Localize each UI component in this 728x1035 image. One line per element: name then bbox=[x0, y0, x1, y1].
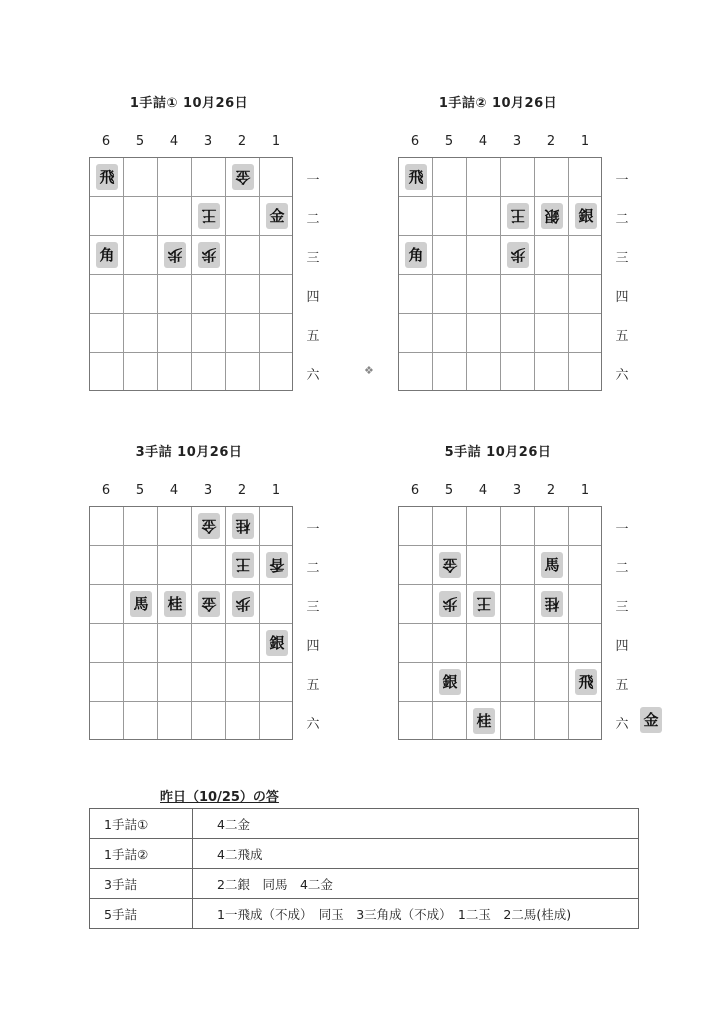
piece-kanji: 金 bbox=[643, 711, 659, 729]
shogi-piece bbox=[505, 202, 531, 230]
file-label: 2 bbox=[237, 134, 247, 149]
rank-label: 五 bbox=[615, 329, 629, 344]
answers-title: 昨日（10/25）の答 bbox=[160, 790, 279, 805]
file-label: 3 bbox=[203, 483, 213, 498]
file-label: 6 bbox=[410, 134, 420, 149]
file-label: 4 bbox=[478, 483, 488, 498]
piece-kanji: 飛 bbox=[408, 168, 424, 186]
piece-kanji: 歩 bbox=[510, 246, 526, 264]
rank-label: 三 bbox=[306, 600, 320, 615]
file-label: 1 bbox=[580, 483, 590, 498]
rank-label: 四 bbox=[306, 290, 320, 305]
answer-row bbox=[90, 899, 639, 929]
shogi-board bbox=[89, 506, 293, 740]
rank-label: 五 bbox=[306, 678, 320, 693]
puzzle-title: 1手詰① 10月26日 bbox=[129, 96, 249, 111]
answer-moves: 4二金 bbox=[193, 809, 639, 839]
rank-label: 五 bbox=[615, 678, 629, 693]
shogi-piece bbox=[264, 551, 290, 579]
shogi-piece bbox=[471, 707, 497, 735]
rank-label: 二 bbox=[306, 212, 320, 227]
piece-kanji: 王 bbox=[510, 207, 526, 225]
shogi-piece bbox=[264, 202, 290, 230]
scan-mark: ❖ bbox=[364, 364, 374, 377]
grid-line bbox=[399, 662, 601, 663]
piece-kanji: 角 bbox=[408, 246, 424, 264]
puzzle-2 bbox=[398, 92, 678, 402]
file-label: 1 bbox=[271, 134, 281, 149]
piece-kanji: 歩 bbox=[167, 246, 183, 264]
shogi-board bbox=[89, 157, 293, 391]
file-label: 6 bbox=[101, 483, 111, 498]
answer-label: 5手詰 bbox=[90, 899, 193, 929]
shogi-piece bbox=[196, 590, 222, 618]
piece-kanji: 桂 bbox=[544, 595, 560, 613]
grid-line bbox=[259, 158, 260, 390]
shogi-piece bbox=[505, 241, 531, 269]
grid-line bbox=[399, 701, 601, 702]
piece-kanji: 角 bbox=[99, 246, 115, 264]
grid-line bbox=[259, 507, 260, 739]
shogi-piece bbox=[94, 241, 120, 269]
file-label: 4 bbox=[478, 134, 488, 149]
piece-kanji: 王 bbox=[201, 207, 217, 225]
shogi-piece bbox=[437, 668, 463, 696]
grid-line bbox=[90, 701, 292, 702]
file-label: 1 bbox=[580, 134, 590, 149]
answer-moves: 2二銀 同馬 4二金 bbox=[193, 869, 639, 899]
rank-label: 四 bbox=[306, 639, 320, 654]
file-label: 4 bbox=[169, 134, 179, 149]
file-label: 5 bbox=[444, 134, 454, 149]
grid-line bbox=[90, 352, 292, 353]
grid-line bbox=[225, 158, 226, 390]
piece-kanji: 王 bbox=[476, 595, 492, 613]
file-label: 2 bbox=[237, 483, 247, 498]
file-label: 5 bbox=[135, 134, 145, 149]
file-label: 3 bbox=[512, 483, 522, 498]
piece-kanji: 桂 bbox=[476, 712, 492, 730]
piece-kanji: 歩 bbox=[235, 595, 251, 613]
piece-kanji: 歩 bbox=[201, 246, 217, 264]
rank-label: 二 bbox=[615, 212, 629, 227]
shogi-piece bbox=[196, 241, 222, 269]
shogi-piece bbox=[162, 590, 188, 618]
piece-in-hand bbox=[638, 706, 664, 734]
piece-kanji: 飛 bbox=[578, 673, 594, 691]
rank-label: 二 bbox=[306, 561, 320, 576]
piece-kanji: 銀 bbox=[269, 634, 285, 652]
answer-label: 1手詰② bbox=[90, 839, 193, 869]
grid-line bbox=[399, 352, 601, 353]
grid-line bbox=[90, 274, 292, 275]
grid-line bbox=[399, 313, 601, 314]
rank-label: 四 bbox=[615, 639, 629, 654]
grid-line bbox=[90, 662, 292, 663]
answer-row bbox=[90, 839, 639, 869]
rank-label: 六 bbox=[306, 717, 320, 732]
shogi-piece bbox=[230, 590, 256, 618]
file-label: 6 bbox=[101, 134, 111, 149]
piece-kanji: 金 bbox=[201, 517, 217, 535]
piece-kanji: 銀 bbox=[442, 673, 458, 691]
rank-label: 六 bbox=[615, 368, 629, 383]
grid-line bbox=[568, 507, 569, 739]
rank-label: 二 bbox=[615, 561, 629, 576]
piece-kanji: 馬 bbox=[133, 595, 149, 613]
shogi-piece bbox=[403, 241, 429, 269]
puzzle-1 bbox=[89, 92, 369, 402]
piece-kanji: 金 bbox=[442, 556, 458, 574]
answer-moves: 4二飛成 bbox=[193, 839, 639, 869]
piece-kanji: 桂 bbox=[235, 517, 251, 535]
answer-row bbox=[90, 869, 639, 899]
file-label: 6 bbox=[410, 483, 420, 498]
rank-label: 一 bbox=[306, 173, 320, 188]
piece-kanji: 金 bbox=[235, 168, 251, 186]
shogi-piece bbox=[230, 163, 256, 191]
puzzle-title: 1手詰② 10月26日 bbox=[438, 96, 558, 111]
file-label: 5 bbox=[444, 483, 454, 498]
answer-label: 1手詰① bbox=[90, 809, 193, 839]
grid-line bbox=[534, 158, 535, 390]
shogi-board bbox=[398, 506, 602, 740]
shogi-piece bbox=[539, 590, 565, 618]
shogi-board bbox=[398, 157, 602, 391]
shogi-piece bbox=[539, 202, 565, 230]
shogi-piece bbox=[471, 590, 497, 618]
answer-label: 3手詰 bbox=[90, 869, 193, 899]
piece-kanji: 飛 bbox=[99, 168, 115, 186]
file-label: 3 bbox=[203, 134, 213, 149]
shogi-piece bbox=[264, 629, 290, 657]
piece-kanji: 歩 bbox=[442, 595, 458, 613]
puzzle-title: 3手詰 10月26日 bbox=[135, 445, 243, 460]
rank-label: 六 bbox=[306, 368, 320, 383]
rank-label: 六 bbox=[615, 717, 629, 732]
grid-line bbox=[534, 507, 535, 739]
shogi-piece bbox=[94, 163, 120, 191]
answer-row bbox=[90, 809, 639, 839]
grid-line bbox=[399, 274, 601, 275]
shogi-piece bbox=[230, 551, 256, 579]
shogi-piece bbox=[573, 202, 599, 230]
shogi-piece bbox=[162, 241, 188, 269]
rank-label: 三 bbox=[615, 600, 629, 615]
shogi-piece bbox=[437, 590, 463, 618]
piece-kanji: 桂 bbox=[167, 595, 183, 613]
shogi-piece bbox=[196, 202, 222, 230]
puzzle-3 bbox=[89, 441, 369, 751]
answer-moves: 1一飛成（不成） 同玉 3三角成（不成） 1二玉 2二馬(桂成) bbox=[193, 899, 639, 929]
shogi-piece bbox=[573, 668, 599, 696]
rank-label: 三 bbox=[306, 251, 320, 266]
answers-table bbox=[89, 808, 639, 929]
rank-label: 一 bbox=[615, 522, 629, 537]
grid-line bbox=[225, 507, 226, 739]
piece-kanji: 香 bbox=[269, 556, 285, 574]
shogi-piece bbox=[403, 163, 429, 191]
shogi-piece bbox=[196, 512, 222, 540]
puzzle-4 bbox=[398, 441, 678, 751]
piece-kanji: 王 bbox=[235, 556, 251, 574]
grid-line bbox=[568, 158, 569, 390]
rank-label: 五 bbox=[306, 329, 320, 344]
piece-kanji: 銀 bbox=[544, 207, 560, 225]
shogi-piece bbox=[437, 551, 463, 579]
file-label: 2 bbox=[546, 483, 556, 498]
rank-label: 三 bbox=[615, 251, 629, 266]
rank-label: 四 bbox=[615, 290, 629, 305]
rank-label: 一 bbox=[615, 173, 629, 188]
grid-line bbox=[90, 313, 292, 314]
file-label: 2 bbox=[546, 134, 556, 149]
file-label: 5 bbox=[135, 483, 145, 498]
piece-kanji: 金 bbox=[201, 595, 217, 613]
file-label: 1 bbox=[271, 483, 281, 498]
puzzle-title: 5手詰 10月26日 bbox=[444, 445, 552, 460]
shogi-piece bbox=[128, 590, 154, 618]
piece-kanji: 馬 bbox=[544, 556, 560, 574]
piece-kanji: 金 bbox=[269, 207, 285, 225]
file-label: 3 bbox=[512, 134, 522, 149]
grid-line bbox=[90, 623, 292, 624]
rank-label: 一 bbox=[306, 522, 320, 537]
file-label: 4 bbox=[169, 483, 179, 498]
piece-kanji: 銀 bbox=[578, 207, 594, 225]
shogi-piece bbox=[539, 551, 565, 579]
grid-line bbox=[399, 623, 601, 624]
shogi-piece bbox=[230, 512, 256, 540]
